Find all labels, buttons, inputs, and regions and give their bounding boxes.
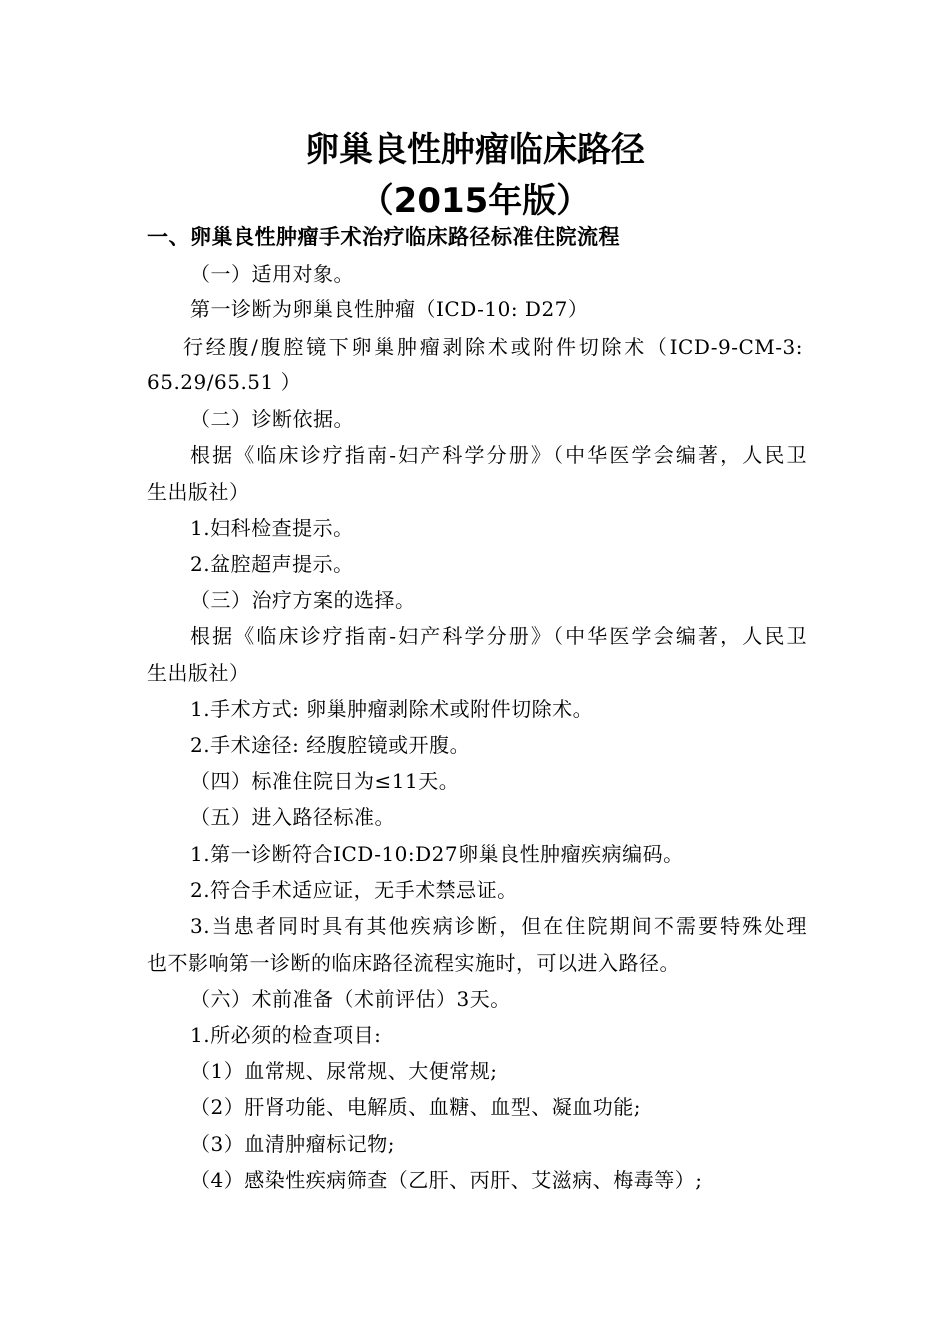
list-item: 3.当患者同时具有其他疾病诊断，但在住院期间不需要特殊处理 bbox=[190, 914, 807, 938]
list-item: （3）血清肿瘤标记物; bbox=[190, 1132, 395, 1156]
subsection-heading: （五）进入路径标准。 bbox=[190, 805, 395, 829]
paragraph-line: 也不影响第一诊断的临床路径流程实施时，可以进入路径。 bbox=[147, 951, 680, 975]
section-heading: 一、卵巢良性肿瘤手术治疗临床路径标准住院流程 bbox=[147, 225, 620, 249]
list-item: （4）感染性疾病筛查（乙肝、丙肝、艾滋病、梅毒等）; bbox=[190, 1168, 703, 1192]
list-item: （1）血常规、尿常规、大便常规; bbox=[190, 1059, 498, 1083]
subsection-heading: （二）诊断依据。 bbox=[190, 407, 354, 431]
paragraph-line: 65.29/65.51 ） bbox=[147, 370, 302, 394]
list-item: 1.妇科检查提示。 bbox=[190, 516, 354, 540]
document-subtitle: （2015年版） bbox=[359, 181, 591, 221]
list-item: 2.盆腔超声提示。 bbox=[190, 552, 354, 576]
subsection-heading: （一）适用对象。 bbox=[190, 262, 354, 286]
list-item: 2.符合手术适应证，无手术禁忌证。 bbox=[190, 878, 518, 902]
document-title: 卵巢良性肿瘤临床路径 bbox=[305, 130, 645, 170]
list-item: （2）肝肾功能、电解质、血糖、血型、凝血功能; bbox=[190, 1095, 641, 1119]
list-item: 1.第一诊断符合ICD-10:D27卵巢良性肿瘤疾病编码。 bbox=[190, 842, 684, 866]
subsection-heading: （三）治疗方案的选择。 bbox=[190, 588, 416, 612]
paragraph-line: 根据《临床诊疗指南-妇产科学分册》（中华医学会编著，人民卫 bbox=[190, 624, 807, 648]
paragraph-line: 行经腹/腹腔镜下卵巢肿瘤剥除术或附件切除术（ICD-9-CM-3: bbox=[183, 335, 803, 359]
list-item: 1.所必须的检查项目: bbox=[190, 1023, 382, 1047]
list-item: 2.手术途径: 经腹腔镜或开腹。 bbox=[190, 733, 471, 757]
paragraph-line: 生出版社） bbox=[147, 661, 250, 685]
subsection-heading: （四）标准住院日为≤11天。 bbox=[190, 769, 460, 793]
paragraph-line: 根据《临床诊疗指南-妇产科学分册》（中华医学会编著，人民卫 bbox=[190, 443, 807, 467]
subsection-heading: （六）术前准备（术前评估）3天。 bbox=[190, 987, 511, 1011]
paragraph-line: 第一诊断为卵巢良性肿瘤（ICD-10: D27） bbox=[190, 297, 589, 321]
paragraph-line: 生出版社） bbox=[147, 480, 250, 504]
list-item: 1.手术方式: 卵巢肿瘤剥除术或附件切除术。 bbox=[190, 697, 594, 721]
